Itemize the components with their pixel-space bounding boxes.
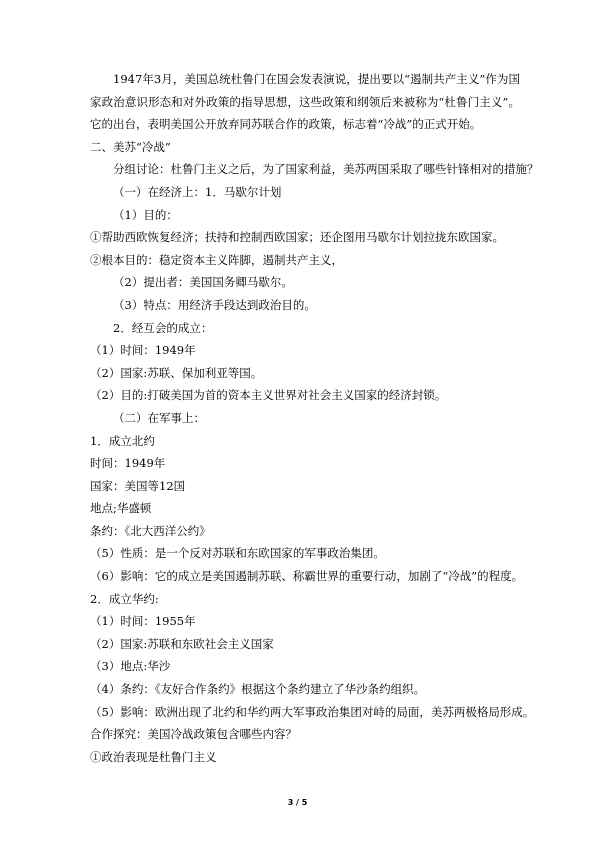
text-line: 2．成立华约: — [90, 591, 159, 606]
subsection-economy: （一）在经济上：1．马歇尔计划 — [113, 184, 282, 199]
text-line: （1）时间：1949年 — [90, 343, 196, 358]
text-line: （5）性质：是一个反对苏联和东欧国家的军事政治集团。 — [90, 546, 385, 561]
text-line: （6）影响：它的成立是美国遏制苏联、称霸世界的重要行动，加剧了“冷战”的程度。 — [90, 569, 524, 584]
text-line: （2）国家:苏联、保加利亚等国。 — [90, 365, 263, 380]
text-line: （2）提出者：美国国务卿马歇尔。 — [113, 275, 293, 290]
text-line: （3）特点：用经济手段达到政治目的。 — [113, 297, 316, 312]
text-line: 条约：《北大西洋公约》 — [90, 523, 211, 538]
text-line: （1）时间：1955年 — [90, 614, 196, 629]
intro-paragraph: 1947年3月，美国总统杜鲁门在国会发表演说，提出要以“遏制共产主义”作为国家政治意识形态和对外政策的指导思想，这些政策和纲领后来被称为“杜鲁门主义”。它的出台，表明美国公开放弃同苏联合作的政策，标志着“冷战”的正式开始。 — [90, 72, 520, 132]
text-line: 国家：美国等12国 — [90, 478, 186, 493]
discussion-question: 分组讨论：杜鲁门主义之后，为了国家利益，美苏两国采取了哪些针锋相对的措施？ — [113, 162, 539, 177]
text-line: （4）条约：《友好合作条约》根据这个条约建立了华沙条约组织。 — [90, 682, 426, 697]
text-line: （3）地点:华沙 — [90, 659, 171, 674]
text-line: ①政治表现是杜鲁门主义 — [90, 749, 217, 764]
text-line: ①帮助西欧恢复经济；扶持和控制西欧国家；还企图用马歇尔计划拉拢东欧国家。 — [90, 230, 504, 245]
text-line: 2．经互会的成立： — [113, 320, 213, 335]
text-line: ②根本目的：稳定资本主义阵脚，遏制共产主义， — [90, 252, 343, 267]
text-line: 时间：1949年 — [90, 456, 166, 471]
text-line: （5）影响：欧洲出现了北约和华约两大军事政治集团对峙的局面，美苏两极格局形成。 — [90, 704, 535, 719]
text-line: （1）目的： — [113, 207, 178, 222]
page-content — [90, 68, 539, 768]
text-line: （2）目的:打破美国为首的资本主义世界对社会主义国家的经济封锁。 — [90, 388, 447, 403]
text-line: 地点;华盛顿 — [90, 501, 152, 516]
section-heading: 二、美苏“冷战” — [90, 139, 171, 154]
page-number: 3 / 5 — [287, 798, 308, 807]
text-line: （2）国家:苏联和东欧社会主义国家 — [90, 636, 274, 651]
cooperation-question: 合作探究：美国冷战政策包含哪些内容？ — [90, 727, 297, 742]
text-line: 1．成立北约 — [90, 433, 155, 448]
subsection-military: （二）在军事上： — [113, 410, 205, 425]
